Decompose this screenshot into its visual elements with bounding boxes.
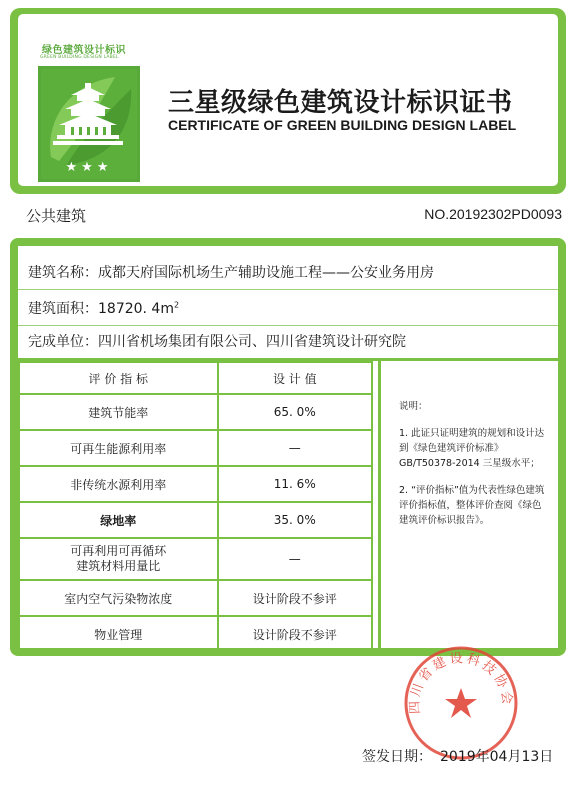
table-header-row <box>19 362 372 394</box>
indicator-value: 设计阶段不参评 <box>218 616 372 652</box>
table-row <box>19 580 372 616</box>
header-panel <box>18 14 558 186</box>
official-seal-stamp <box>402 644 520 762</box>
indicator-name: 可再生能源利用率 <box>19 430 218 466</box>
note-item: 2. “评价指标”值为代表性绿色建筑评价指标值，整体评价查阅《绿色建筑评价标识报告》。 <box>399 485 545 526</box>
header-value: 设 计 值 <box>218 362 372 394</box>
area-unit-superscript: 2 <box>173 300 180 310</box>
indicator-section <box>18 358 558 651</box>
logo-caption-en: GREEN BUILDING DESIGN LABEL <box>40 55 119 60</box>
indicator-value: 35. 0% <box>218 502 372 538</box>
indicator-name: 可再利用可再循环 建筑材料用量比 <box>19 538 218 580</box>
note-item: 1. 此证只证明建筑的规划和设计达到《绿色建筑评价标准》GB/T50378-2014 三星级水平； <box>399 428 545 469</box>
indicator-value: — <box>218 430 372 466</box>
body-frame <box>10 238 566 656</box>
notes-column <box>378 361 561 651</box>
completion-unit-line: 完成单位：四川省机场集团有限公司、四川省建筑设计研究院 <box>28 334 406 350</box>
divider <box>18 325 558 326</box>
header-frame <box>10 8 566 194</box>
certificate-title-en: CERTIFICATE OF GREEN BUILDING DESIGN LABEL <box>168 117 517 133</box>
indicator-name: 绿地率 <box>19 502 218 538</box>
body-panel <box>18 246 558 648</box>
certificate-title-cn: 三星级绿色建筑设计标识证书 <box>168 88 513 118</box>
spacer <box>399 471 549 483</box>
table-row <box>19 394 372 430</box>
green-building-logo <box>38 66 140 182</box>
notes-title: 说明： <box>399 401 428 412</box>
building-area-text: 建筑面积：18720. 4m <box>28 301 174 317</box>
logo-caption-cn: 绿色建筑设计标识 <box>42 45 126 56</box>
certificate-number: NO.20192302PD0093 <box>424 206 562 222</box>
indicator-table <box>18 361 373 653</box>
three-star-icon: ★★★ <box>65 160 113 175</box>
svg-text:四川省建设科技协会: 四川省建设科技协会 <box>407 650 515 715</box>
notes-block <box>399 399 549 528</box>
table-row <box>19 430 372 466</box>
indicator-value: — <box>218 538 372 580</box>
indicator-value: 65. 0% <box>218 394 372 430</box>
indicator-value: 设计阶段不参评 <box>218 580 372 616</box>
indicator-value: 11. 6% <box>218 466 372 502</box>
building-area-line <box>28 298 179 318</box>
table-row <box>19 538 372 580</box>
divider <box>18 289 558 290</box>
table-row <box>19 466 372 502</box>
table-row <box>19 502 372 538</box>
indicator-name: 建筑节能率 <box>19 394 218 430</box>
indicator-name: 室内空气污染物浓度 <box>19 580 218 616</box>
indicator-name: 物业管理 <box>19 616 218 652</box>
building-type-label: 公共建筑 <box>26 207 87 225</box>
header-indicator: 评 价 指 标 <box>19 362 218 394</box>
issue-date-value: 2019年04月13日 <box>440 749 554 765</box>
building-name-line: 建筑名称：成都天府国际机场生产辅助设施工程——公安业务用房 <box>28 265 434 281</box>
spacer <box>399 414 549 426</box>
indicator-name: 非传统水源利用率 <box>19 466 218 502</box>
issue-date-label: 签发日期： <box>362 749 432 765</box>
table-row <box>19 616 372 652</box>
